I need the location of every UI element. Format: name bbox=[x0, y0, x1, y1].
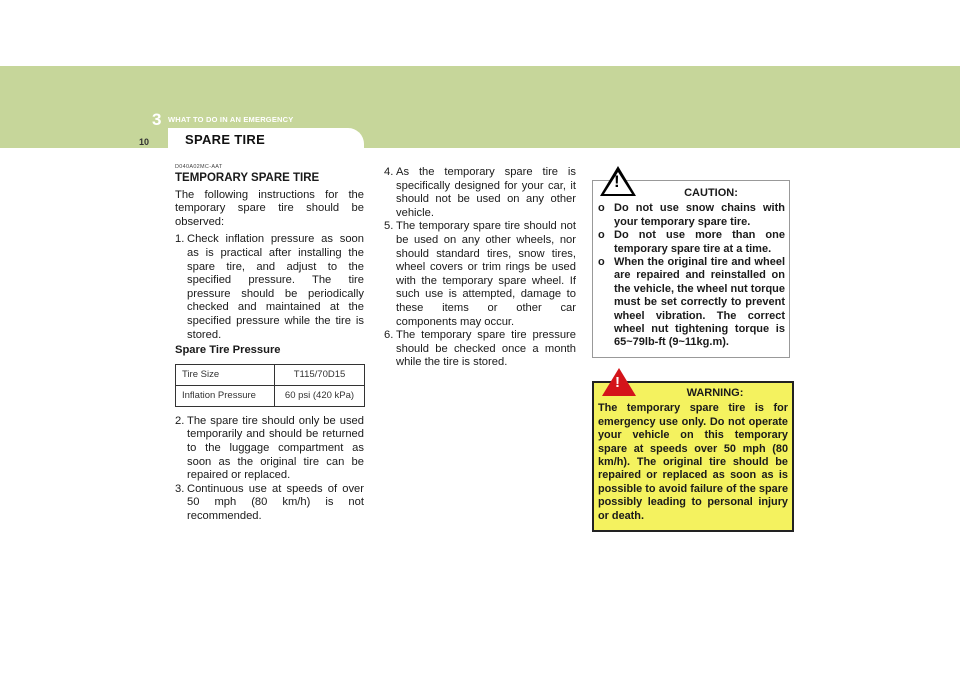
intro-paragraph: The following instructions for the temporary spare tire should be observed: bbox=[175, 188, 364, 228]
item-text: Check inflation pressure as soon as is practical after installing the spare tire, and adjust to the specified pressure. The tire pressure should be periodically checked and maintained at the specified pressure while the tire is stored. bbox=[187, 233, 364, 341]
instruction-list-1 bbox=[175, 233, 364, 342]
list-item bbox=[384, 166, 576, 220]
item-number: 4. bbox=[384, 166, 394, 178]
header-band bbox=[0, 66, 960, 148]
inflation-pressure-label: Inflation Pressure bbox=[176, 385, 275, 406]
item-number: 6. bbox=[384, 329, 394, 342]
tire-size-value: T115/70D15 bbox=[275, 364, 365, 385]
caution-list bbox=[593, 202, 789, 349]
chapter-number: 3 bbox=[152, 110, 162, 129]
list-item bbox=[384, 329, 576, 370]
table-row bbox=[176, 364, 365, 385]
warning-title: WARNING: bbox=[686, 387, 744, 399]
table-title: Spare Tire Pressure bbox=[175, 344, 281, 357]
item-text: The temporary spare tire pressure should be checked once a month while the tire is stored. bbox=[396, 329, 576, 369]
inflation-pressure-value: 60 psi (420 kPa) bbox=[275, 385, 365, 406]
list-item bbox=[598, 202, 785, 229]
instruction-list-3 bbox=[384, 166, 576, 370]
item-text: Continuous use at speeds of over 50 mph (80 km/h) is not recommended. bbox=[187, 482, 364, 522]
item-number: 2. bbox=[175, 414, 185, 427]
item-number: 1. bbox=[175, 233, 185, 246]
item-text: Do not use more than one temporary spare tire at a time. bbox=[614, 229, 785, 255]
item-number: 3. bbox=[175, 482, 185, 495]
page-number: 10 bbox=[139, 137, 150, 147]
list-item bbox=[598, 229, 785, 256]
item-text: The temporary spare tire should not be used on any other wheels, nor should standard tires, snow tires, wheel covers or trim rings be used with the temporary spare wheel. If such use is attempted, damage to these items or other car components may occur. bbox=[396, 220, 576, 328]
list-item bbox=[384, 220, 576, 329]
item-text: As the temporary spare tire is specifically designed for your car, it should not be used on any other vehicle. bbox=[396, 166, 576, 219]
section-title: SPARE TIRE bbox=[185, 132, 266, 147]
bullet: o bbox=[598, 229, 605, 242]
item-text: The spare tire should only be used temporarily and should be returned to the luggage compartment as soon as the original tire can be repaired or replaced. bbox=[187, 414, 364, 482]
bullet: o bbox=[598, 256, 605, 269]
bullet: o bbox=[598, 202, 605, 215]
chapter-title: WHAT TO DO IN AN EMERGENCY bbox=[168, 115, 294, 124]
warning-box bbox=[592, 381, 794, 532]
list-item bbox=[175, 415, 364, 483]
list-item bbox=[598, 256, 785, 350]
table-row bbox=[176, 385, 365, 406]
instruction-list-2 bbox=[175, 415, 364, 524]
caution-title: CAUTION: bbox=[684, 187, 738, 199]
middle-column bbox=[384, 166, 576, 370]
section-code: D040A02MC-AAT bbox=[175, 164, 223, 170]
list-item bbox=[175, 483, 364, 524]
subsection-heading: TEMPORARY SPARE TIRE bbox=[175, 172, 320, 184]
spare-tire-pressure-table bbox=[175, 364, 365, 407]
caution-box bbox=[592, 180, 790, 358]
caution-exclamation-icon: ! bbox=[614, 172, 620, 191]
left-column bbox=[175, 164, 364, 523]
tire-size-label: Tire Size bbox=[176, 364, 275, 385]
warning-exclamation-icon: ! bbox=[615, 374, 620, 391]
list-item bbox=[175, 233, 364, 342]
item-number: 5. bbox=[384, 220, 394, 233]
item-text: When the original tire and wheel are repaired and reinstalled on the vehicle, the wheel nut torque must be set correctly to prevent wheel vibration. The correct wheel nut tightening torque is 65~79lb-ft (9~11kg.m). bbox=[614, 256, 785, 349]
warning-text: The temporary spare tire is for emergency use only. Do not operate your vehicle on this temporary spare at speeds over 50 mph (80 km/h). The original tire should be repaired or replaced as soon as is possible to avoid failure of the spare possibly leading to personal injury or death. bbox=[598, 402, 788, 522]
item-text: Do not use snow chains with your temporary spare tire. bbox=[614, 202, 785, 228]
